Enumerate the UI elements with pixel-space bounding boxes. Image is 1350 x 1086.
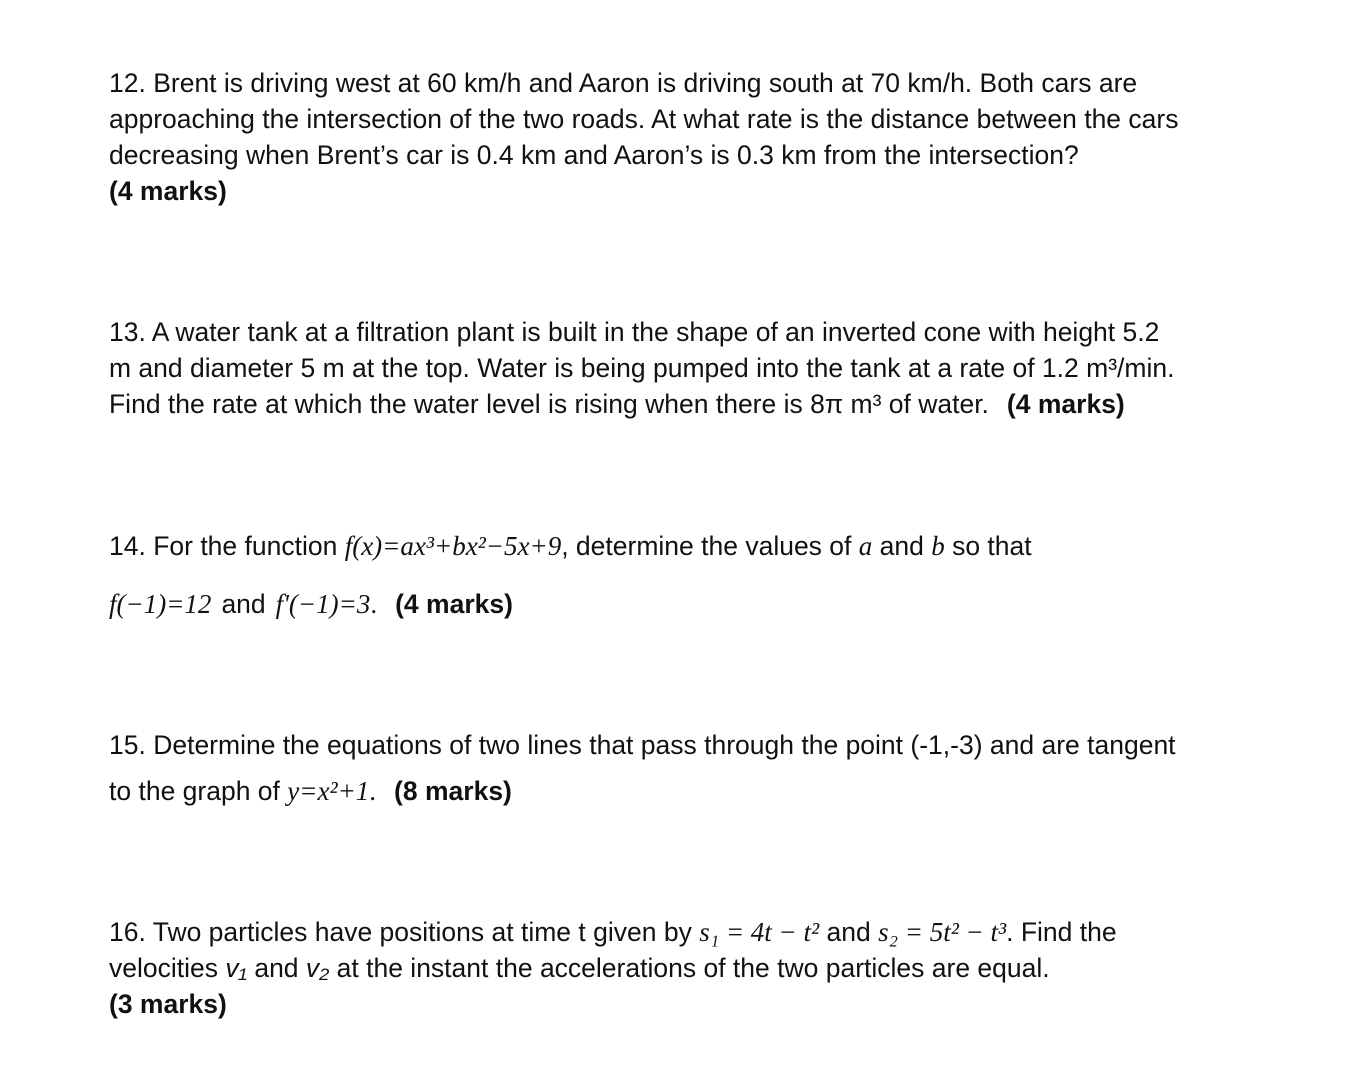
q14-var-b: b: [931, 531, 945, 561]
q16-and-1: and: [819, 917, 879, 947]
q14-function-formula: f(x)=ax³+bx²−5x+9: [344, 531, 562, 561]
q14-intro: 14. For the function: [109, 531, 345, 561]
q14-and-2: and: [221, 589, 266, 619]
q14-condition-1: f(−1)=12: [109, 589, 212, 619]
q13-line-3: [109, 386, 1289, 422]
q15-pre: to the graph of: [109, 776, 288, 806]
q14-period: .: [370, 589, 378, 619]
q14-var-a: a: [858, 531, 873, 561]
q14-mid: , determine the values of: [561, 531, 859, 561]
q15-marks: (8 marks): [394, 776, 512, 806]
q16-v1: v₁: [225, 953, 247, 983]
q15-equation: y=x²+1: [287, 776, 370, 806]
q15-period: .: [369, 776, 377, 806]
q15-line-1: 15. Determine the equations of two lines that pass through the point (-1,-3) and are tangent: [109, 730, 1176, 760]
q16-line-1: [109, 914, 1289, 950]
q14-marks: (4 marks): [395, 589, 513, 619]
q16-v2: v₂: [305, 953, 330, 983]
q16-line-2: [109, 950, 1289, 986]
q16-and-2: and: [246, 953, 306, 983]
question-12: [109, 65, 1289, 209]
q13-line-1: 13. A water tank at a filtration plant is built in the shape of an inverted cone with height 5.2: [109, 317, 1160, 347]
q16-line-2-post: at the instant the accelerations of the two particles are equal.: [329, 953, 1050, 983]
question-14: [109, 528, 1289, 622]
q16-end: . Find the: [1006, 917, 1117, 947]
q13-marks: (4 marks): [1006, 389, 1125, 419]
q16-line-2-pre: velocities: [109, 953, 226, 983]
q14-and-1: and: [872, 531, 932, 561]
q16-s1-formula: s₁ = 4t − t²: [699, 917, 820, 947]
question-16: [109, 914, 1289, 1022]
q16-s2-formula: s₂ = 5t² − t³: [878, 917, 1007, 947]
question-15: [109, 727, 1289, 809]
q16-marks: (3 marks): [109, 989, 227, 1019]
q12-marks: (4 marks): [109, 176, 227, 206]
q14-end: so that: [944, 531, 1032, 561]
q14-line-2: [109, 586, 1289, 622]
q13-line-3-text: Find the rate at which the water level is rising when there is 8π m³ of water.: [109, 389, 989, 419]
q14-condition-2: f'(−1)=3: [275, 589, 371, 619]
q13-line-2: m and diameter 5 m at the top. Water is being pumped into the tank at a rate of 1.2 m³/min.: [109, 353, 1175, 383]
q12-line-2: approaching the intersection of the two roads. At what rate is the distance between the cars: [109, 104, 1179, 134]
q12-line-3: decreasing when Brent’s car is 0.4 km and Aaron’s is 0.3 km from the intersection?: [109, 140, 1079, 170]
q15-line-2: [109, 773, 1289, 809]
q12-line-1: 12. Brent is driving west at 60 km/h and Aaron is driving south at 70 km/h. Both cars are: [109, 68, 1138, 98]
q16-intro: 16. Two particles have positions at time t given by: [109, 917, 700, 947]
question-13: [109, 314, 1289, 422]
q14-line-1: [109, 528, 1289, 564]
